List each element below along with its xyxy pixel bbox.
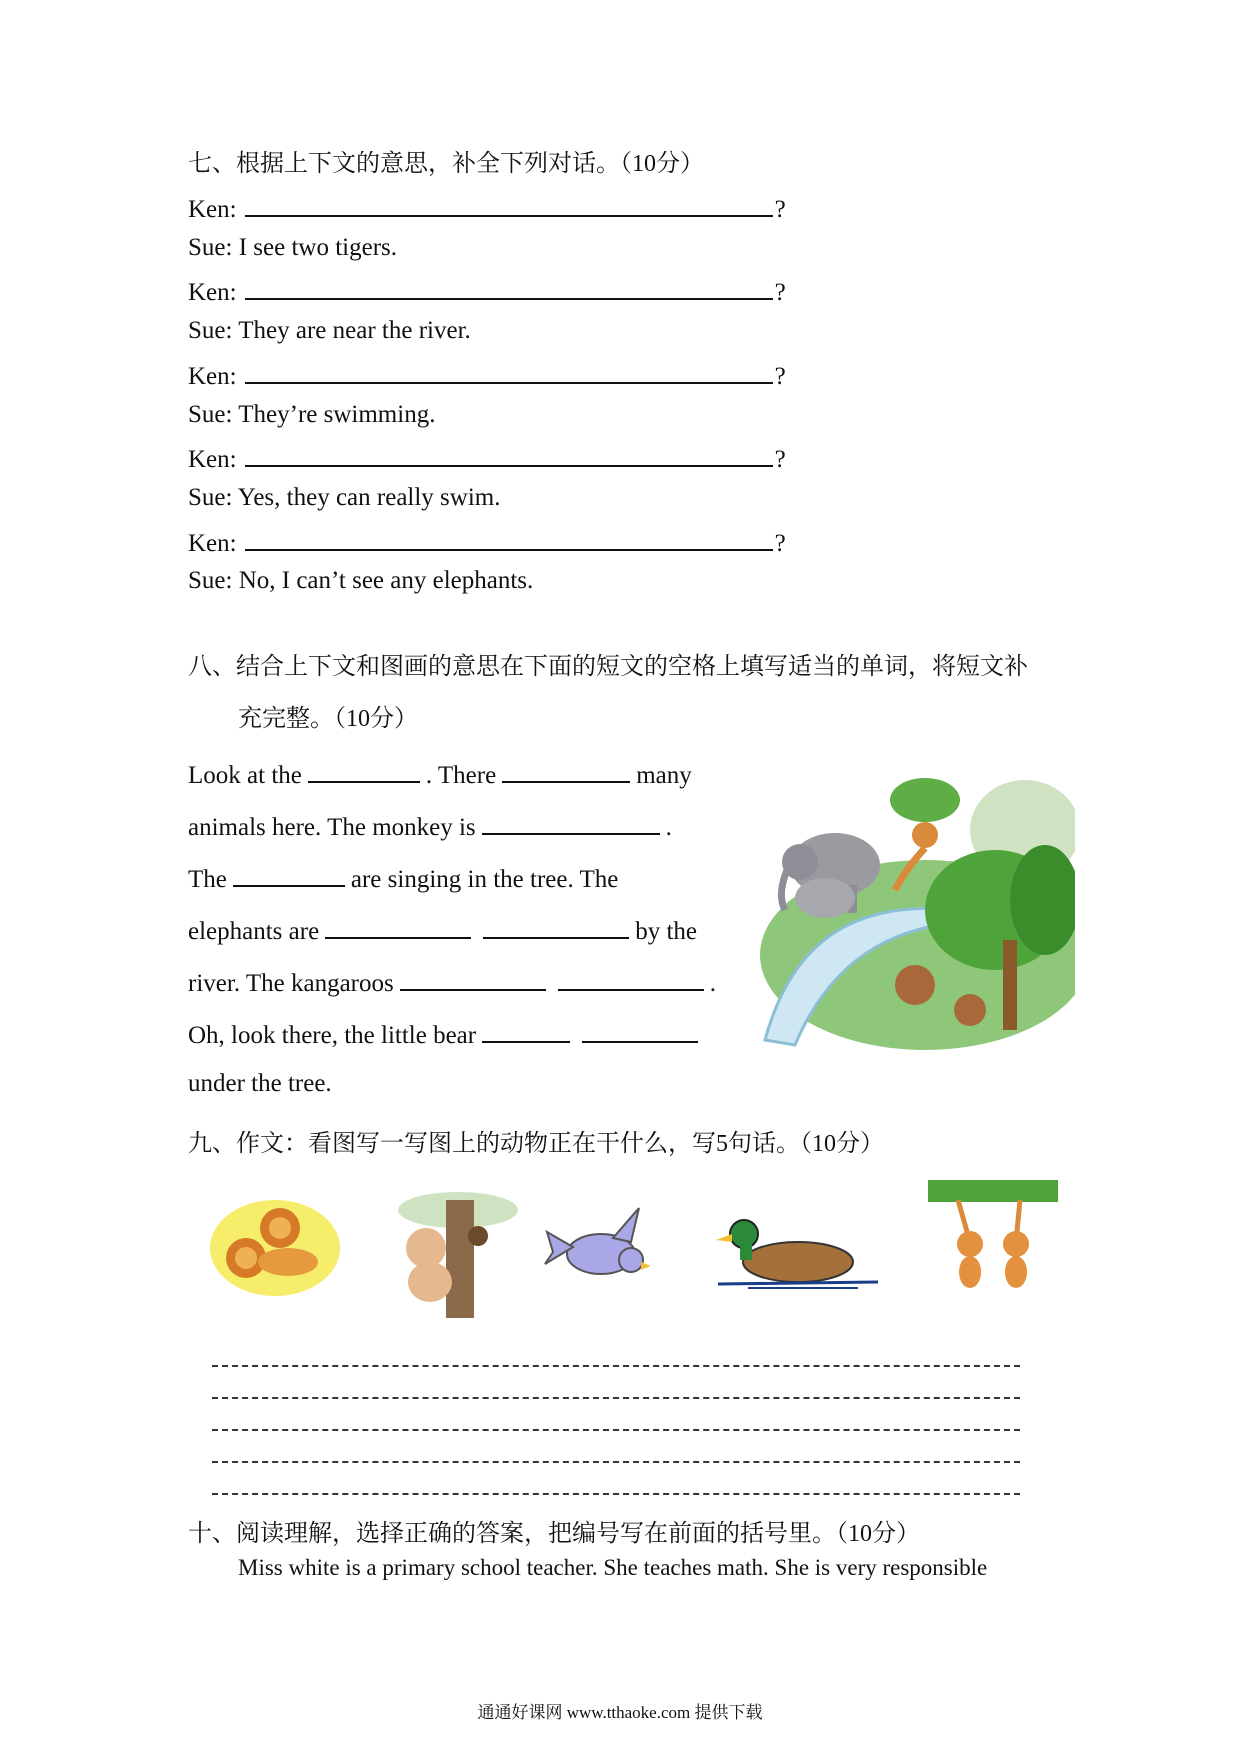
section8-heading-line1: 八、结合上下文和图画的意思在下面的短文的空格上填写适当的单词，将短文补	[188, 654, 1028, 680]
passage-blank-10[interactable]	[582, 1017, 698, 1043]
speaker-label: Ken:	[188, 196, 237, 223]
passage-text: by the	[635, 918, 697, 945]
speaker-label: Sue:	[188, 401, 233, 428]
passage-text: elephants are	[188, 918, 320, 945]
passage-text: .	[665, 814, 672, 841]
passage-text: . There	[425, 762, 497, 789]
passage-blank-8[interactable]	[558, 965, 704, 991]
speaker-label: Ken:	[188, 279, 237, 306]
dialogue-text: They are near the river.	[238, 317, 471, 344]
passage-blank-5[interactable]	[325, 913, 471, 939]
dialogue-line-6	[188, 400, 435, 430]
zoo-scene-icon	[755, 770, 1075, 1050]
section9-heading: 九、作文：看图写一写图上的动物正在干什么，写5句话。（10分）	[188, 1131, 884, 1157]
dialogue-text: I see two tigers.	[238, 234, 397, 261]
passage-blank-2[interactable]	[502, 757, 630, 783]
passage-text: animals here. The monkey is	[188, 814, 476, 841]
dialogue-line-3	[188, 274, 786, 308]
writing-line-2[interactable]	[212, 1397, 1020, 1399]
dialogue-line-4	[188, 316, 471, 346]
passage-blank-4[interactable]	[233, 861, 345, 887]
question-mark: ?	[774, 279, 786, 306]
speaker-label: Ken:	[188, 530, 237, 557]
dialogue-text: They’re swimming.	[238, 401, 436, 428]
passage-text: The	[188, 866, 227, 893]
dialogue-text: Yes, they can really swim.	[237, 484, 501, 511]
passage-line-2	[188, 809, 672, 843]
passage-text: are singing in the tree. The	[350, 866, 619, 893]
section10-heading: 十、阅读理解，选择正确的答案，把编号写在前面的括号里。（10分）	[188, 1521, 920, 1547]
writing-line-1[interactable]	[212, 1365, 1020, 1367]
dialogue-line-5	[188, 358, 786, 392]
writing-line-3[interactable]	[212, 1429, 1020, 1431]
speaker-label: Sue:	[188, 317, 233, 344]
question-mark: ?	[774, 363, 786, 390]
section7-heading: 七、根据上下文的意思，补全下列对话。（10分）	[188, 151, 704, 177]
dialogue-line-2	[188, 233, 397, 263]
passage-line-5	[188, 965, 716, 999]
passage-line-6	[188, 1017, 704, 1051]
passage-blank-6[interactable]	[483, 913, 629, 939]
passage-text: Oh, look there, the little bear	[188, 1022, 477, 1049]
page-footer: 通通好课网 www.tthaoke.com 提供下载	[477, 1703, 763, 1722]
speaker-label: Ken:	[188, 363, 237, 390]
answer-blank-1[interactable]	[245, 191, 773, 217]
lions-icon	[208, 1192, 342, 1300]
dialogue-line-8	[188, 483, 500, 513]
question-mark: ?	[774, 530, 786, 557]
monkeys-icon	[928, 1180, 1058, 1300]
speaker-label: Sue:	[188, 484, 233, 511]
dialogue-line-10	[188, 566, 533, 596]
passage-line-7: under the tree.	[188, 1070, 332, 1097]
speaker-label: Ken:	[188, 446, 237, 473]
duck-icon	[708, 1210, 888, 1292]
answer-blank-2[interactable]	[245, 274, 773, 300]
passage-text: river. The kangaroos	[188, 970, 394, 997]
passage-blank-3[interactable]	[482, 809, 660, 835]
dialogue-text: No, I can’t see any elephants.	[238, 567, 534, 594]
section8-heading-line2: 充完整。（10分）	[238, 706, 418, 732]
speaker-label: Sue:	[188, 567, 233, 594]
passage-blank-1[interactable]	[308, 757, 420, 783]
passage-line-1	[188, 757, 692, 791]
passage-blank-9[interactable]	[482, 1017, 570, 1043]
answer-blank-5[interactable]	[245, 525, 773, 551]
question-mark: ?	[774, 446, 786, 473]
passage-text: .	[709, 970, 716, 997]
answer-blank-3[interactable]	[245, 358, 773, 384]
bird-icon	[543, 1202, 653, 1292]
passage-line-4	[188, 913, 697, 947]
dialogue-line-9	[188, 525, 786, 559]
writing-line-5[interactable]	[212, 1493, 1020, 1495]
bear-icon	[378, 1190, 518, 1318]
dialogue-line-1	[188, 191, 786, 225]
writing-line-4[interactable]	[212, 1461, 1020, 1463]
question-mark: ?	[774, 196, 786, 223]
passage-blank-7[interactable]	[400, 965, 546, 991]
passage-line-3	[188, 861, 618, 895]
passage-text: Look at the	[188, 762, 302, 789]
answer-blank-4[interactable]	[245, 441, 773, 467]
dialogue-line-7	[188, 441, 786, 475]
reading-passage: Miss white is a primary school teacher. She teaches math. She is very responsible	[238, 1555, 988, 1580]
passage-text: many	[636, 762, 692, 789]
speaker-label: Sue:	[188, 234, 233, 261]
